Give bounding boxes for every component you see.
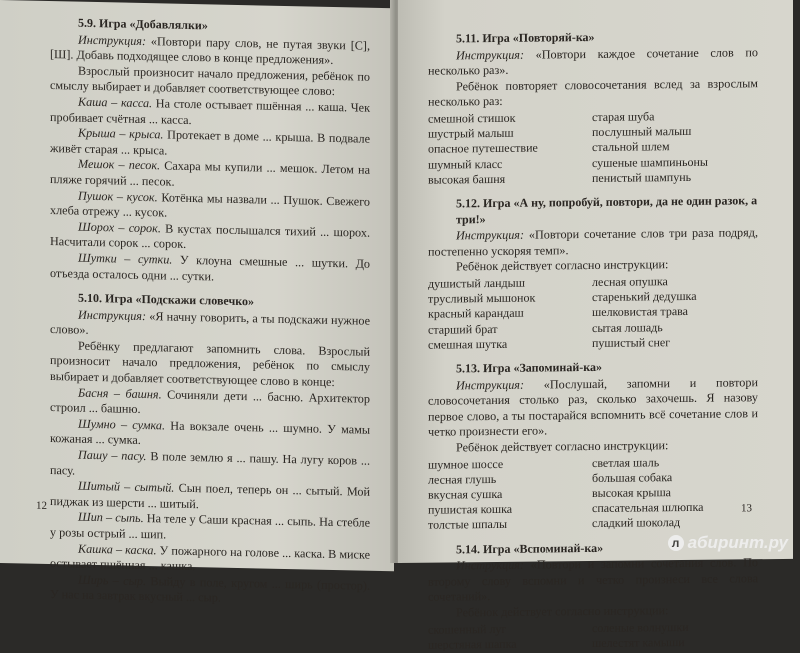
- example-item: Пашу – пасу. В поле землю я ... пашу. На лугу коров ... пасу.: [50, 447, 370, 478]
- phrase-cell: скошенный луг: [428, 621, 507, 637]
- phrase-cell: старший брат: [428, 321, 498, 337]
- phrase-cell: спасательная шлюпка: [592, 499, 704, 516]
- intro-text: Ребёнок действует согласно инструкции:: [456, 438, 669, 455]
- phrase-cell: пушистая кошка: [428, 501, 513, 517]
- phrase-row: [428, 170, 708, 188]
- example-list: [50, 385, 370, 610]
- phrase-table: [428, 109, 708, 188]
- phrase-cell: вкусная сушка: [428, 486, 503, 502]
- example-item: Каша – касса. На столе остывает пшённая ... каша. Чек пробивает счётная ... касса.: [50, 94, 370, 127]
- heading-5-13: 5.13. Игра «Запоминай-ка»: [456, 359, 602, 376]
- phrase-cell: толстые шпалы: [428, 517, 508, 533]
- heading-5-11: 5.11. Игра «Повторяй-ка»: [456, 29, 595, 46]
- phrase-table: [428, 619, 689, 652]
- phrase-cell: большая собака: [592, 469, 673, 485]
- example-item: Мешок – песок. Сахара мы купили ... мешок. Летом на пляже горячий ... песок.: [50, 156, 370, 189]
- phrase-cell: сытая лошадь: [592, 319, 663, 335]
- example-item: Крыша – крыса. Протекает в доме ... крыша. В подвале живёт старая ... крыса.: [50, 125, 371, 158]
- example-item: Шип – сыпь. На теле у Саши красная ... сыпь. На стебле у розы острый ... шип.: [50, 510, 370, 542]
- phrase-cell: смешной стишок: [428, 110, 516, 126]
- phrase-cell: сушеные шампиньоны: [592, 154, 708, 170]
- instruction: Инструкция: «Повтори и запомни сочетания слов. По второму слову вспомни и четко произнеси все слова сочетаний».: [428, 555, 758, 605]
- phrase-cell: пенистый шампунь: [592, 169, 692, 185]
- intro-text: Взрослый произносит начало предложения, ребёнок по смыслу выбирает и добавляет соответствующее слово:: [50, 63, 370, 99]
- phrase-cell: красный карандаш: [428, 306, 524, 322]
- phrase-cell: душистый ландыш: [428, 275, 525, 291]
- instruction: Инструкция: «Послушай, запомни и повтори словосочетания столько раз, сколько захочешь. Я назову первое слово, а ты постарайся вспомнить всё сочетание слов и четко произнести его».: [428, 374, 758, 440]
- intro-text: Ребёнок действует согласно инструкции:: [456, 603, 669, 620]
- example-item: Кашка – каска. У пожарного на голове ... каска. В миске остывает пшённая ... кашка.: [50, 541, 370, 574]
- phrase-cell: сладкий шоколад: [592, 515, 681, 531]
- watermark-text: абиринт.ру: [687, 533, 788, 552]
- intro-text: Ребёнку предлагают запомнить слова. Взрослый произносит начало предложения, ребёнок по смыслу выбирает и добавляет соответствующее слово в конце:: [50, 338, 370, 390]
- phrase-cell: лесная глушь: [428, 471, 497, 487]
- phrase-cell: лесная опушка: [592, 274, 668, 289]
- example-item: Басня – башня. Сочиняли дети ... басню. Архитектор строил ... башню.: [50, 385, 370, 417]
- labirint-logo-icon: л: [668, 535, 684, 551]
- phrase-cell: шустрый малыш: [428, 125, 514, 141]
- example-item: Шорох – сорок. В кустах послышался тихий ... шорох. Насчитали сорок ... сорок.: [50, 219, 370, 252]
- phrase-cell: шелковистая трава: [592, 304, 688, 320]
- instruction: Инструкция: «Повтори сочетание слов три раза подряд, постепенно ускоряя темп».: [428, 225, 758, 259]
- phrase-cell: соленые волнушки: [592, 619, 689, 635]
- phrase-table: [428, 274, 697, 353]
- phrase-row: [428, 515, 703, 533]
- heading-5-10: 5.10. Игра «Подскажи словечко»: [78, 290, 254, 309]
- instruction: Инструкция: «Повтори пару слов, не путая звуки [С], [Ш]. Добавь подходящее слово в конце предложения».: [50, 32, 370, 68]
- phrase-row: [428, 335, 697, 353]
- example-item: Шумно – сумка. На вокзале очень ... шумно. У мамы кожаная ... сумка.: [50, 416, 371, 448]
- phrase-cell: пушистый снег: [592, 334, 671, 350]
- phrase-cell: шумный класс: [428, 156, 503, 172]
- phrase-table: [428, 454, 703, 533]
- right-page-text: [428, 28, 758, 652]
- phrase-cell: шумное шоссе: [428, 456, 504, 472]
- phrase-cell: высокая крыша: [592, 485, 672, 500]
- left-page: [0, 0, 394, 606]
- phrase-cell: трусливый мышонок: [428, 290, 536, 306]
- intro-text: Ребёнок действует согласно инструкции:: [456, 257, 669, 274]
- left-page-text: [50, 15, 370, 610]
- example-item: Шитый – сытый. Сын поел, теперь он ... сытый. Мой пиджак из шерсти ... шитый.: [50, 478, 370, 511]
- intro-text: Ребёнок повторяет словосочетания вслед за взрослым несколько раз:: [428, 76, 758, 110]
- phrase-cell: старая шуба: [592, 109, 655, 124]
- phrase-cell: опасное путешествие: [428, 140, 538, 157]
- example-list: [50, 94, 370, 288]
- phrase-row: [428, 635, 689, 653]
- heading-5-14: 5.14. Игра «Вспоминай-ка»: [456, 540, 604, 556]
- phrase-cell: старенький дедушка: [592, 289, 697, 305]
- phrase-cell: шерстяная шапка: [428, 636, 517, 652]
- phrase-cell: высокая башня: [428, 171, 506, 187]
- phrase-cell: светлая шаль: [592, 454, 660, 470]
- heading-5-9: 5.9. Игра «Добавлялки»: [78, 15, 208, 33]
- right-page: [398, 0, 793, 652]
- phrase-cell: стальной шлем: [592, 139, 670, 155]
- heading-5-12: 5.12. Игра «А ну, попробуй, повтори, да не один разок, а три!»: [456, 193, 758, 226]
- phrase-cell: шелестят камыши: [592, 634, 685, 650]
- example-item: Пушок – кусок. Котёнка мы назвали ... Пушок. Свежего хлеба отрежу ... кусок.: [50, 188, 370, 220]
- page-number: 12: [36, 499, 47, 512]
- instruction: Инструкция: «Я начну говорить, а ты подскажи нужное слово».: [50, 307, 370, 338]
- watermark: [668, 533, 788, 553]
- example-item: Ширь – сыр. Выйду в поле, кругом ... ширь (простор). У нас на завтрак вкусный ... сыр.: [50, 572, 370, 606]
- phrase-cell: смешная шутка: [428, 336, 508, 352]
- phrase-cell: послушный малыш: [592, 124, 692, 140]
- instruction: Инструкция: «Повтори каждое сочетание слов по несколько раз».: [428, 44, 758, 78]
- example-item: Шутки – сутки. У клоуна смешные ... шутки. До отъезда осталось одни ... сутки.: [50, 250, 370, 283]
- page-number: 13: [741, 502, 752, 515]
